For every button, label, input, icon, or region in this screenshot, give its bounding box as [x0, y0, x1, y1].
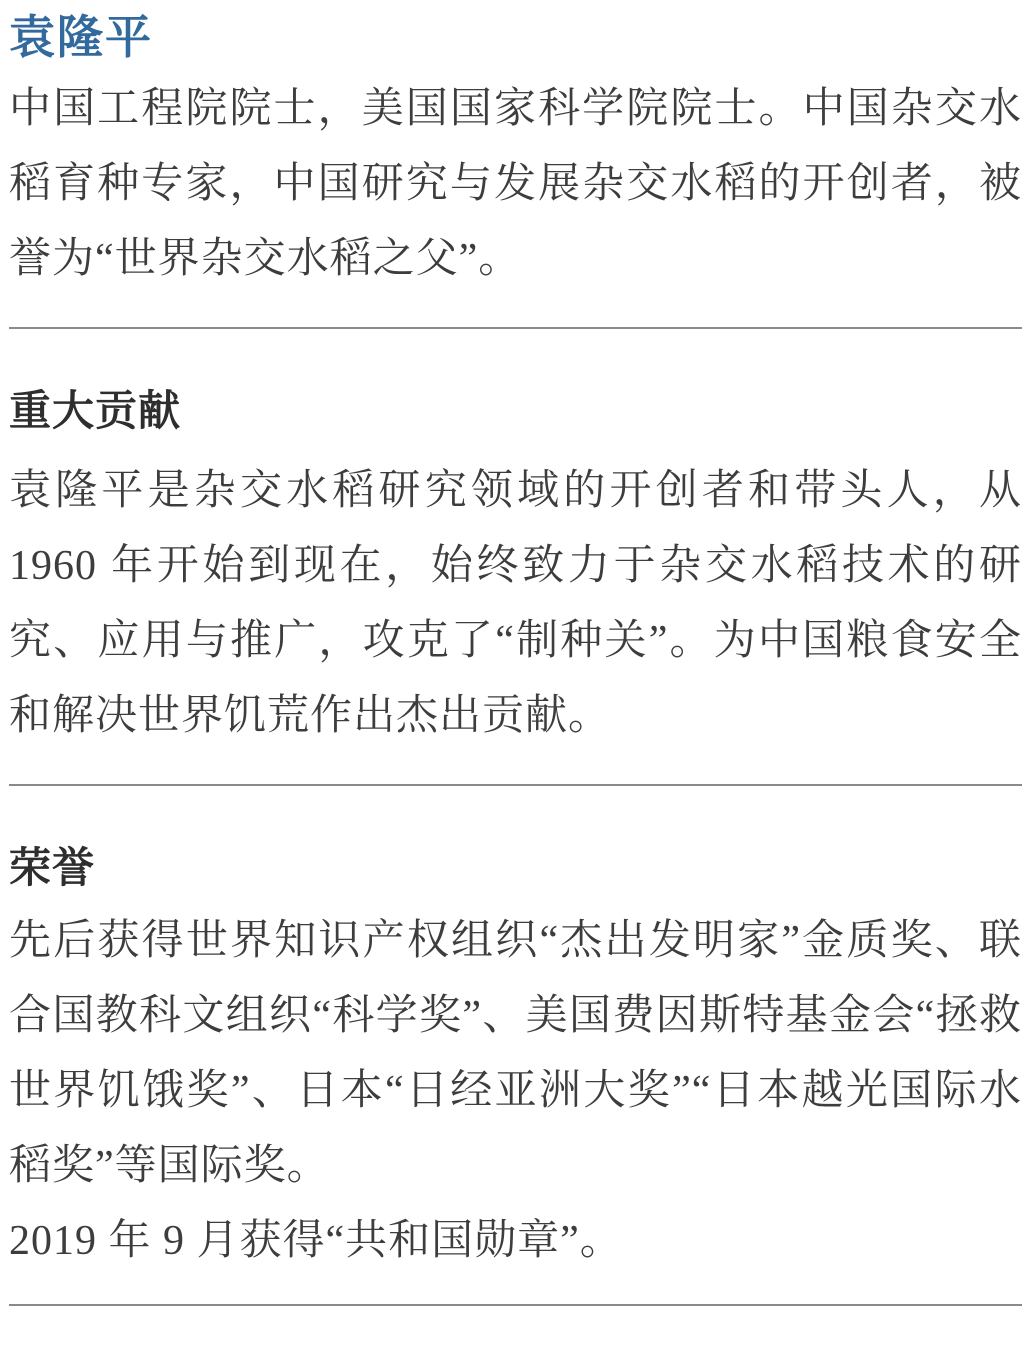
honors-paragraph: 先后获得世界知识产权组织“杰出发明家”金质奖、联合国教科文组织“科学奖”、美国费因斯特基金会“拯救世界饥饿奖”、日本“日经亚洲大奖”“日本越光国际水稻奖”等国际奖。 — [9, 918, 1022, 1189]
medal-paragraph: 2019 年 9 月获得“共和国勋章”。 — [9, 1218, 623, 1264]
page-title: 袁隆平 — [9, 12, 153, 63]
intro-paragraph: 中国工程院院士，美国国家科学院院士。中国杂交水稻育种专家，中国研究与发展杂交水稻的开创者，被誉为“世界杂交水稻之父”。 — [9, 86, 1022, 282]
article-page — [0, 12, 1031, 1347]
section-heading-honors: 荣誉 — [9, 846, 96, 892]
bottom-divider — [9, 1304, 1022, 1306]
contributions-paragraph: 袁隆平是杂交水稻研究领域的开创者和带头人，从 1960 年开始到现在，始终致力于杂交水稻技术的研究、应用与推广，攻克了“制种关”。为中国粮食安全和解决世界饥荒作出杰出贡献。 — [9, 468, 1022, 739]
section-divider — [9, 327, 1022, 329]
section-divider — [9, 784, 1022, 786]
section-heading-contributions: 重大贡献 — [9, 389, 182, 435]
